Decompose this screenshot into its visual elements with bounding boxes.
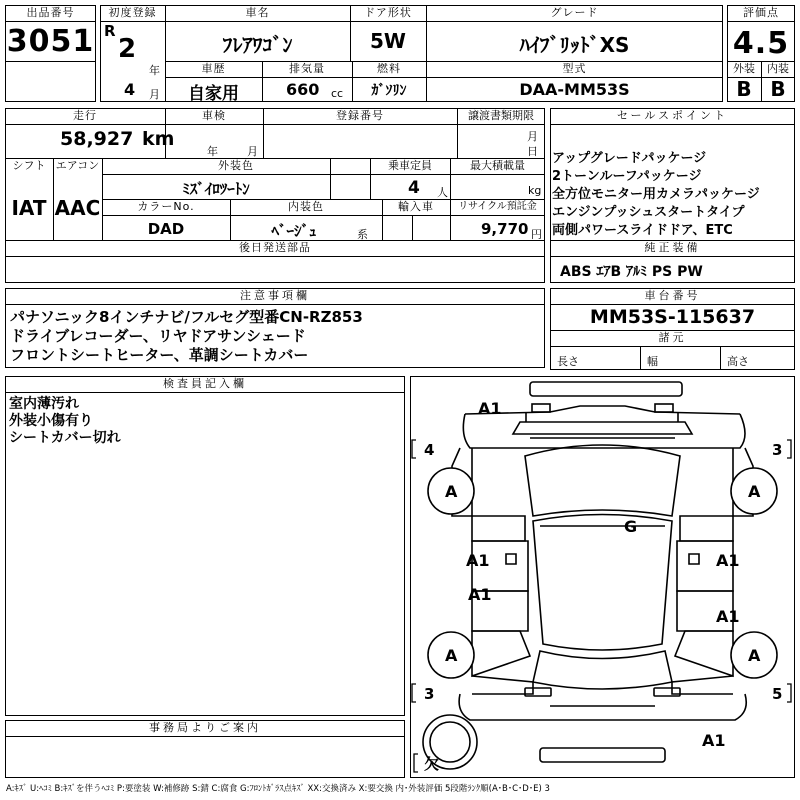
sales-point-item: 全方位モニター用カメラパッケージ	[552, 187, 760, 202]
equipment-value: ABS ｴｱB ｱﾙﾐ PS PW	[560, 264, 703, 280]
mark-right-front-door: A1	[716, 551, 740, 570]
capacity: 4	[408, 178, 420, 198]
sales-point-item: アップグレードパッケージ	[552, 151, 707, 166]
mileage: 58,927	[60, 128, 134, 150]
exterior-grade: B	[736, 77, 752, 101]
month-unit: 月	[149, 88, 160, 101]
transfer-label: 譲渡書類期限	[468, 109, 534, 122]
int-color-label: 内装色	[288, 200, 324, 213]
interior-grade: B	[770, 77, 786, 101]
inspection-label: 車検	[202, 109, 226, 122]
car-name-label: 車名	[245, 6, 270, 19]
equipment-label: 純正装備	[644, 241, 701, 254]
notes-line: ドライブレコーダー、リヤドアサンシェード	[10, 327, 306, 345]
inspector-label: 検査員記入欄	[163, 377, 247, 390]
exterior-label: 外装	[733, 62, 755, 75]
overall-score: 4.5	[732, 26, 790, 61]
first-reg-label: 初度登録	[108, 6, 157, 19]
door-label: ドア形状	[364, 6, 412, 19]
width-label: 幅	[647, 355, 658, 368]
inspection-month-unit: 月	[247, 145, 258, 158]
tire-front-right: 3	[772, 441, 783, 459]
inspector-line: 外装小傷有り	[9, 413, 93, 429]
fuel-type: ｶﾞｿﾘﾝ	[371, 83, 407, 99]
vehicle-history: 自家用	[188, 84, 239, 104]
aircon-label: エアコン	[55, 159, 100, 172]
sales-point-item: 両側パワースライドドア、ETC	[552, 223, 733, 238]
fuel-label: 燃料	[377, 62, 401, 75]
mileage-label: 走行	[73, 109, 97, 122]
notes-line: フロントシートヒーター、革調シートカバー	[10, 346, 309, 364]
first-reg-month: 4	[124, 80, 136, 99]
notes-label: 注意事項欄	[240, 289, 310, 302]
mark-wheel-fl: A	[445, 482, 458, 501]
car-name: ﾌﾚｱﾜｺﾞﾝ	[222, 33, 293, 57]
tire-rear-right: 5	[772, 685, 783, 703]
reg-no-label: 登録番号	[336, 109, 384, 122]
lot-number: 3051	[6, 24, 95, 59]
length-label: 長さ	[557, 355, 579, 368]
ext-color-label: 外装色	[218, 159, 254, 172]
later-parts-label: 後日発送部品	[239, 241, 311, 254]
shift-label: シフト	[12, 159, 46, 172]
mark-left-rear-door: A1	[468, 585, 492, 604]
mark-right-rear-door: A1	[716, 607, 740, 626]
max-load-label: 最大積載量	[470, 159, 525, 172]
aircon-type: AAC	[54, 196, 101, 220]
recycle-amount: 9,770	[481, 220, 529, 238]
color-number: DAD	[147, 220, 185, 238]
grade: ﾊｲﾌﾞﾘｯﾄﾞXS	[519, 33, 630, 57]
person-unit: 人	[437, 186, 448, 199]
inspector-list	[9, 396, 121, 447]
score-label: 評価点	[743, 6, 779, 19]
tire-front-left: 4	[424, 441, 435, 459]
mark-wheel-rl: A	[445, 646, 458, 665]
notes-line: パナソニック8インチナビ/フルセグ型番CN-RZ853	[10, 308, 363, 326]
door-type: 5W	[370, 29, 406, 53]
kg-unit: kg	[528, 184, 542, 197]
mark-wheel-rr: A	[748, 646, 761, 665]
notes-list	[10, 308, 363, 365]
import-label: 輸入車	[398, 200, 434, 213]
mark-wheel-fr: A	[748, 482, 761, 501]
transfer-month-unit: 月	[527, 130, 538, 143]
int-color-suffix: 系	[357, 228, 368, 241]
era-mark: R	[104, 22, 116, 40]
mileage-unit: km	[142, 128, 175, 150]
displacement: 660	[286, 80, 320, 99]
chassis-label: 車台番号	[644, 289, 701, 302]
model-label: 型式	[562, 62, 587, 75]
sales-point-item: エンジンプッシュスタートタイプ	[552, 205, 745, 220]
mark-front: A1	[478, 399, 502, 418]
yen-unit: 円	[531, 228, 542, 241]
lot-label: 出品番号	[26, 6, 75, 19]
recycle-label: リサイクル預託金	[458, 201, 537, 212]
mark-left-front-door: A1	[466, 551, 490, 570]
inspector-line: 室内薄汚れ	[9, 396, 79, 412]
history-label: 車歴	[201, 62, 226, 75]
height-label: 高さ	[727, 355, 749, 368]
sales-point-item: 2トーンルーフパッケージ	[552, 169, 702, 184]
chassis-number: MM53S-115637	[589, 306, 756, 328]
year-unit: 年	[149, 64, 160, 77]
sales-points-label: セールスポイント	[616, 109, 728, 122]
cc-unit: cc	[331, 87, 344, 100]
mark-rear: A1	[702, 731, 726, 750]
grade-label: グレード	[550, 6, 599, 19]
interior-label: 内装	[767, 62, 789, 75]
model-code: DAA-MM53S	[519, 80, 630, 99]
sales-points-list	[552, 150, 760, 240]
inspection-year-unit: 年	[207, 145, 218, 158]
legend-text: A:ｷｽﾞ U:ﾍｺﾐ B:ｷｽﾞを伴うﾍｺﾐ P:要塗装 W:補修跡 S:錆 C:腐食 G:ﾌﾛﾝﾄｶﾞﾗｽ点ｷｽﾞ XX:交換済み X:要交換 内･外装評価 5段階ﾗﾝｸ順(A･B･C･D･E) 3	[6, 784, 550, 794]
color-no-label: カラーNo.	[137, 200, 195, 213]
inspector-line: シートカバー切れ	[9, 430, 121, 446]
int-color: ﾍﾞｰｼﾞｭ	[271, 222, 317, 240]
dims-label: 諸元	[658, 331, 687, 344]
tire-spare: 欠	[424, 755, 440, 773]
ext-color: ﾐｽﾞｲﾛﾂｰﾄﾝ	[182, 180, 250, 198]
displacement-label: 排気量	[289, 62, 325, 75]
transfer-day-unit: 日	[527, 145, 538, 158]
capacity-label: 乗車定員	[388, 159, 432, 172]
shift-type: IAT	[11, 196, 47, 220]
mark-glass: G	[624, 517, 638, 536]
tire-rear-left: 3	[424, 685, 435, 703]
car-diagram	[410, 376, 795, 778]
car-outline	[452, 382, 753, 762]
first-reg-year: 2	[118, 34, 137, 64]
office-label: 事務局よりご案内	[149, 721, 261, 734]
damage-marks	[445, 399, 761, 750]
